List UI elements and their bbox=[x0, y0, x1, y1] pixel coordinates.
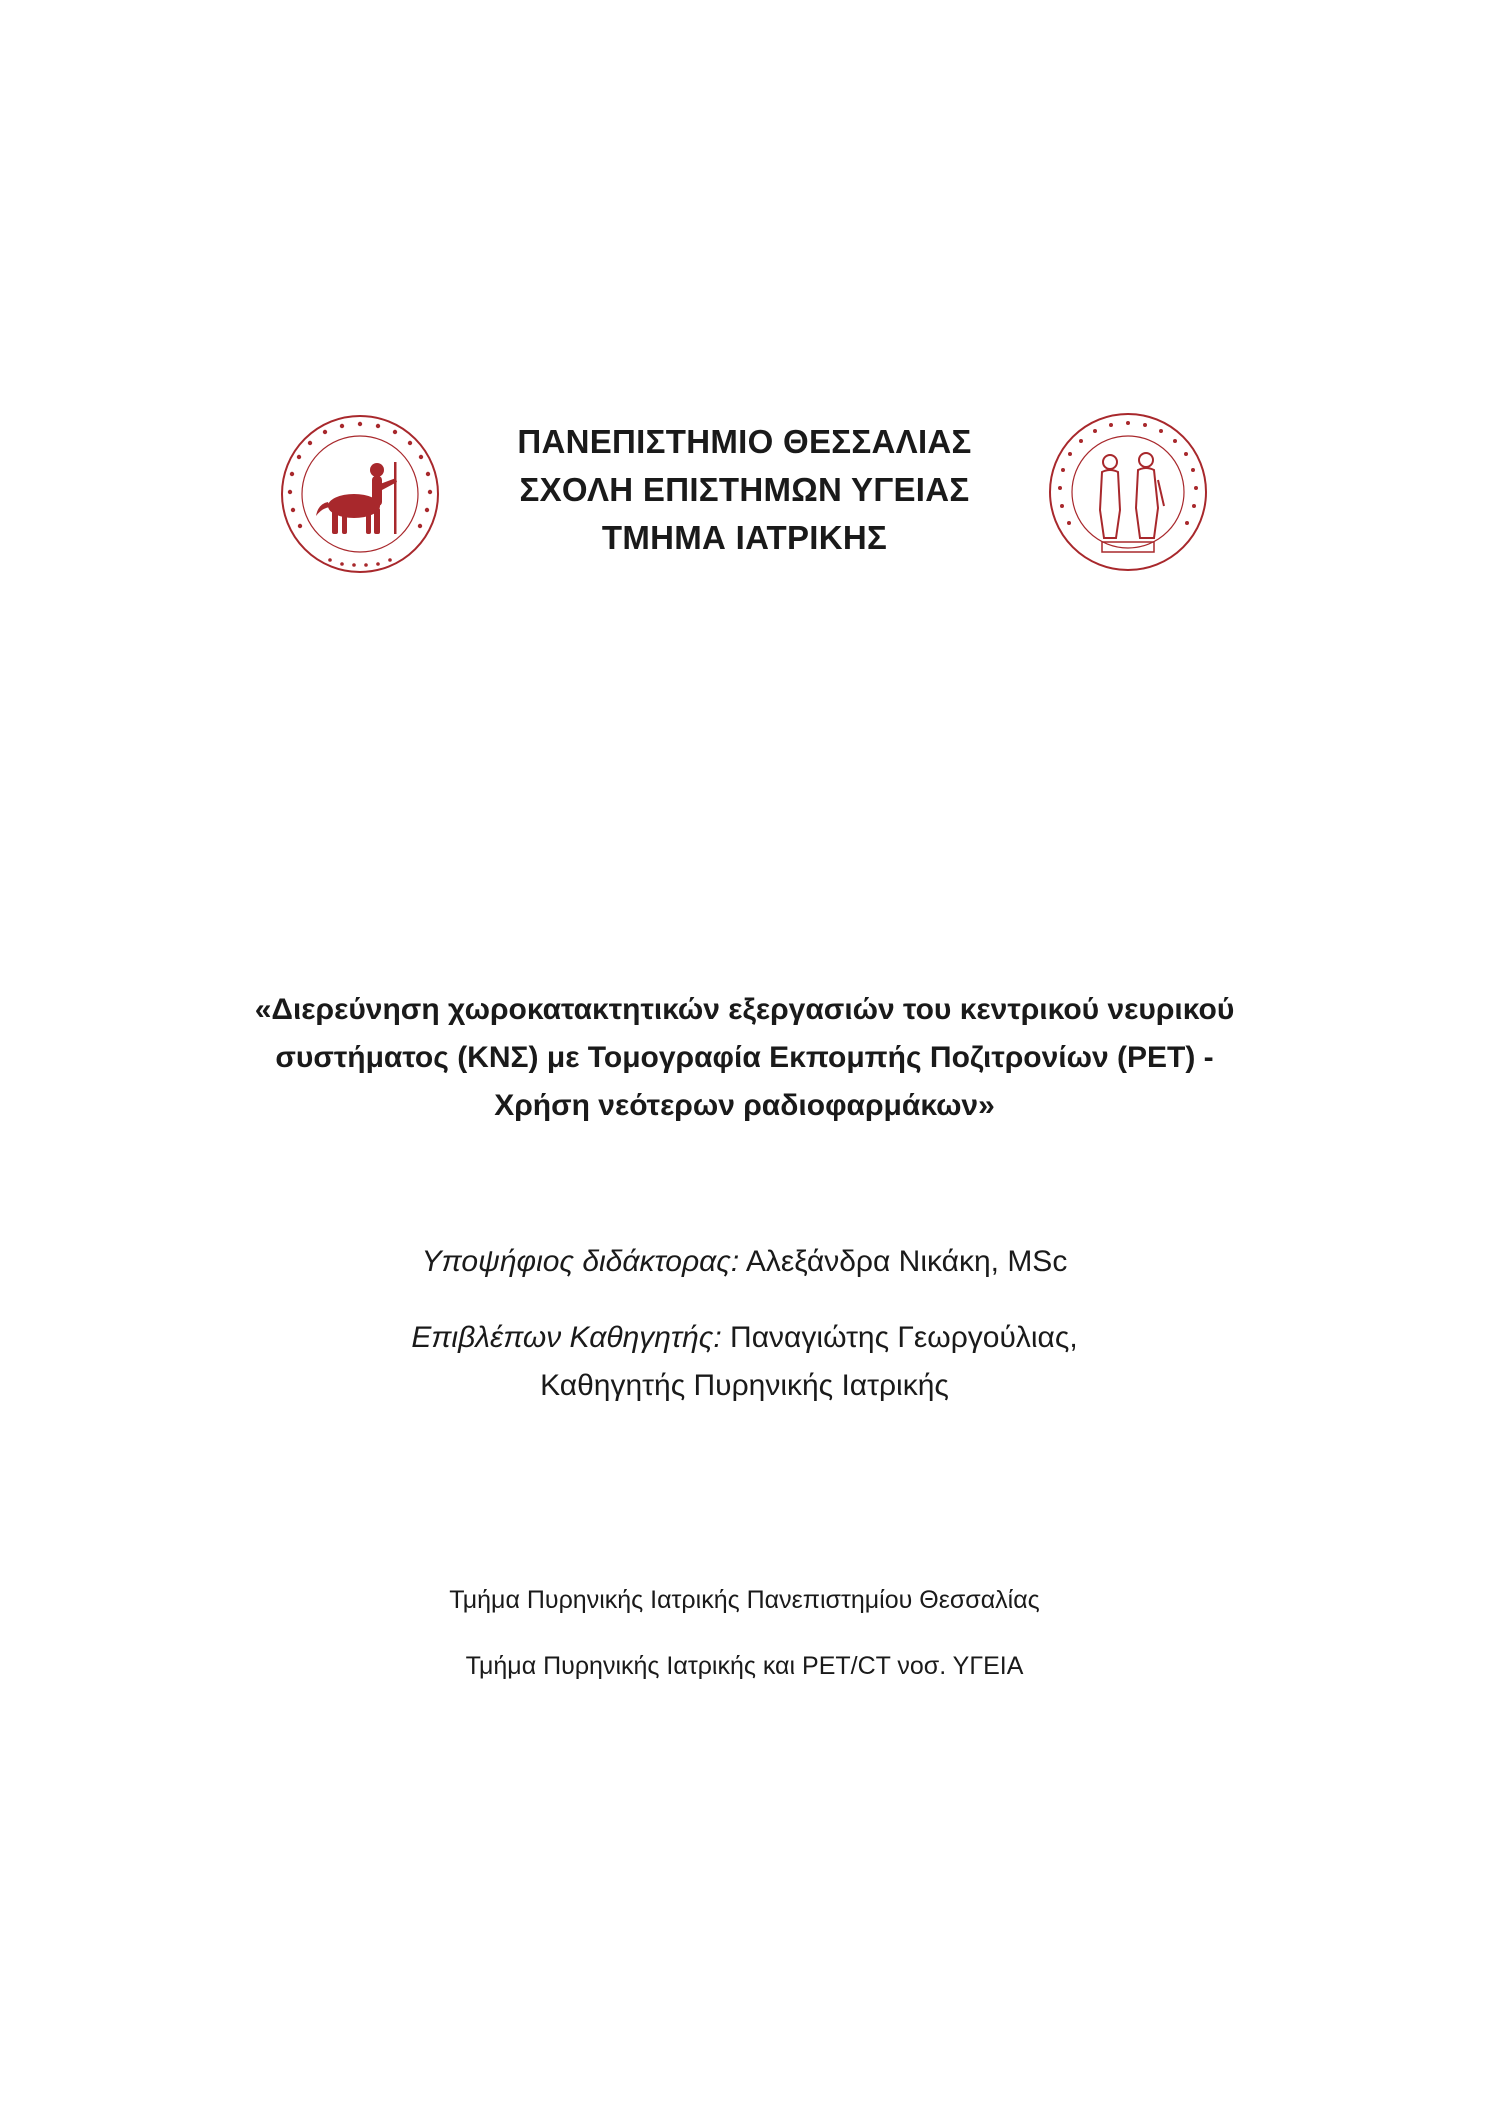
department-name: ΤΜΗΜΑ ΙΑΤΡΙΚΗΣ bbox=[601, 519, 888, 556]
supervisor-role: Επιβλέπων Καθηγητής: bbox=[411, 1321, 722, 1354]
title-line-2: συστήματος (ΚΝΣ) με Τομογραφία Εκπομπής Ποζιτρονίων (PET) - bbox=[275, 1041, 1214, 1074]
university-name: ΠΑΝΕΠΙΣΤΗΜΙΟ ΘΕΣΣΑΛΙΑΣ bbox=[517, 423, 972, 460]
supervisor-line bbox=[100, 1314, 1389, 1362]
institution-header bbox=[400, 418, 1089, 562]
supervisor-title: Καθηγητής Πυρηνικής Ιατρικής bbox=[540, 1369, 949, 1402]
school-name: ΣΧΟΛΗ ΕΠΙΣΤΗΜΩΝ ΥΓΕΙΑΣ bbox=[519, 471, 970, 508]
candidate-role: Υποψήφιος διδάκτορας: bbox=[421, 1245, 740, 1278]
thesis-title bbox=[100, 986, 1389, 1130]
title-line-1: «Διερεύνηση χωροκατακτητικών εξεργασιών του κεντρικού νευρικού bbox=[254, 993, 1235, 1026]
supervisor-name: Παναγιώτης Γεωργούλιας, bbox=[730, 1321, 1078, 1354]
affiliation-1: Τμήμα Πυρηνικής Ιατρικής Πανεπιστημίου Θεσσαλίας bbox=[449, 1586, 1040, 1614]
title-line-3: Χρήση νεότερων ραδιοφαρμάκων» bbox=[494, 1089, 995, 1122]
affiliation-2: Τμήμα Πυρηνικής Ιατρικής και PET/CT νοσ. ΥΓΕΙΑ bbox=[465, 1652, 1024, 1680]
candidate-line bbox=[100, 1238, 1389, 1286]
candidate-name: Αλεξάνδρα Νικάκη, MSc bbox=[745, 1245, 1068, 1278]
